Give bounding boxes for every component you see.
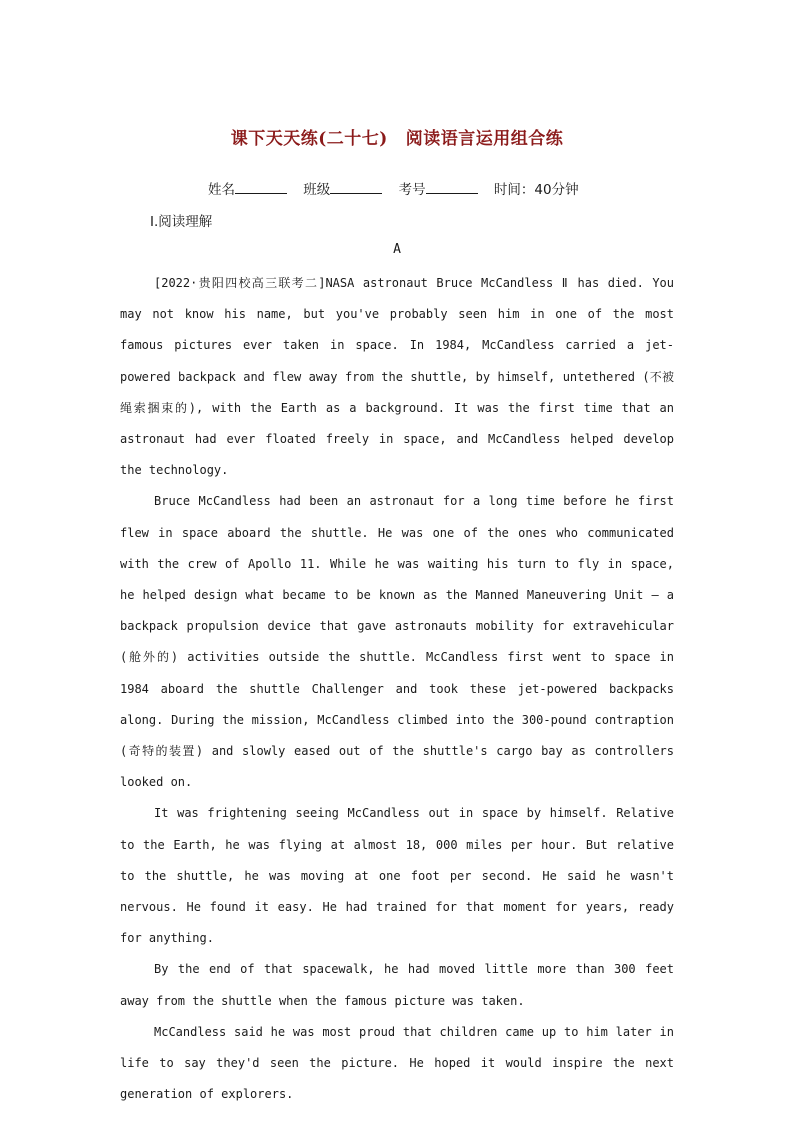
student-info-line (208, 178, 591, 198)
number-blank (426, 181, 478, 194)
class-field (303, 182, 382, 198)
name-blank (235, 181, 287, 194)
time-field: 时间：40分钟 (493, 182, 579, 198)
paragraph: By the end of that spacewalk, he had moved little more than 300 feet away from the shuttle when the famous picture was taken. (120, 962, 674, 1008)
paragraph: [2022·贵阳四校高三联考二]NASA astronaut Bruce McCandless Ⅱ has died. You may not know his name, but you've probably seen him in one of the most famous pictures ever taken in space. In 1984, McCandless carried a jet-powered backpack and flew away from the shuttle, by himself, untethered (不被绳索捆束的), with the Earth as a background. It was the first time that an astronaut had ever floated freely in space, and McCandless helped develop the technology. (120, 276, 674, 478)
name-field (208, 182, 287, 198)
name-label: 姓名 (208, 182, 235, 198)
passage-body (120, 268, 674, 1110)
title-topic: 阅读语言运用组合练 (405, 129, 564, 149)
number-field (399, 182, 478, 198)
section-heading: Ⅰ.阅读理解 (150, 214, 213, 230)
class-label: 班级 (303, 182, 331, 198)
paragraph: It was frightening seeing McCandless out in space by himself. Relative to the Earth, he was flying at almost 18, 000 miles per hour. But relative to the shuttle, he was moving at one foot per second. He said he wasn't nervous. He found it easy. He had trained for that moment for years, ready for anything. (120, 806, 674, 946)
paragraph: Bruce McCandless had been an astronaut for a long time before he first flew in space aboard the shuttle. He was one of the ones who communicated with the crew of Apollo 11. While he was waiting his turn to fly in space, he helped design what became to be known as the Manned Maneuvering Unit — a backpack propulsion device that gave astronauts mobility for extravehicular (舱外的) activities outside the shuttle. McCandless first went to space in 1984 aboard the shuttle Challenger and took these jet-powered backpacks along. During the mission, McCandless climbed into the 300-pound contraption (奇特的装置) and slowly eased out of the shuttle's cargo bay as controllers looked on. (120, 494, 674, 790)
page-title (0, 124, 794, 149)
passage-label: A (393, 242, 401, 257)
class-blank (330, 181, 382, 194)
title-series: 课下天天练(二十七) (230, 129, 388, 149)
number-label: 考号 (398, 182, 426, 198)
paragraph: McCandless said he was most proud that children came up to him later in life to say they'd seen the picture. He hoped it would inspire the next generation of explorers. (120, 1024, 674, 1102)
